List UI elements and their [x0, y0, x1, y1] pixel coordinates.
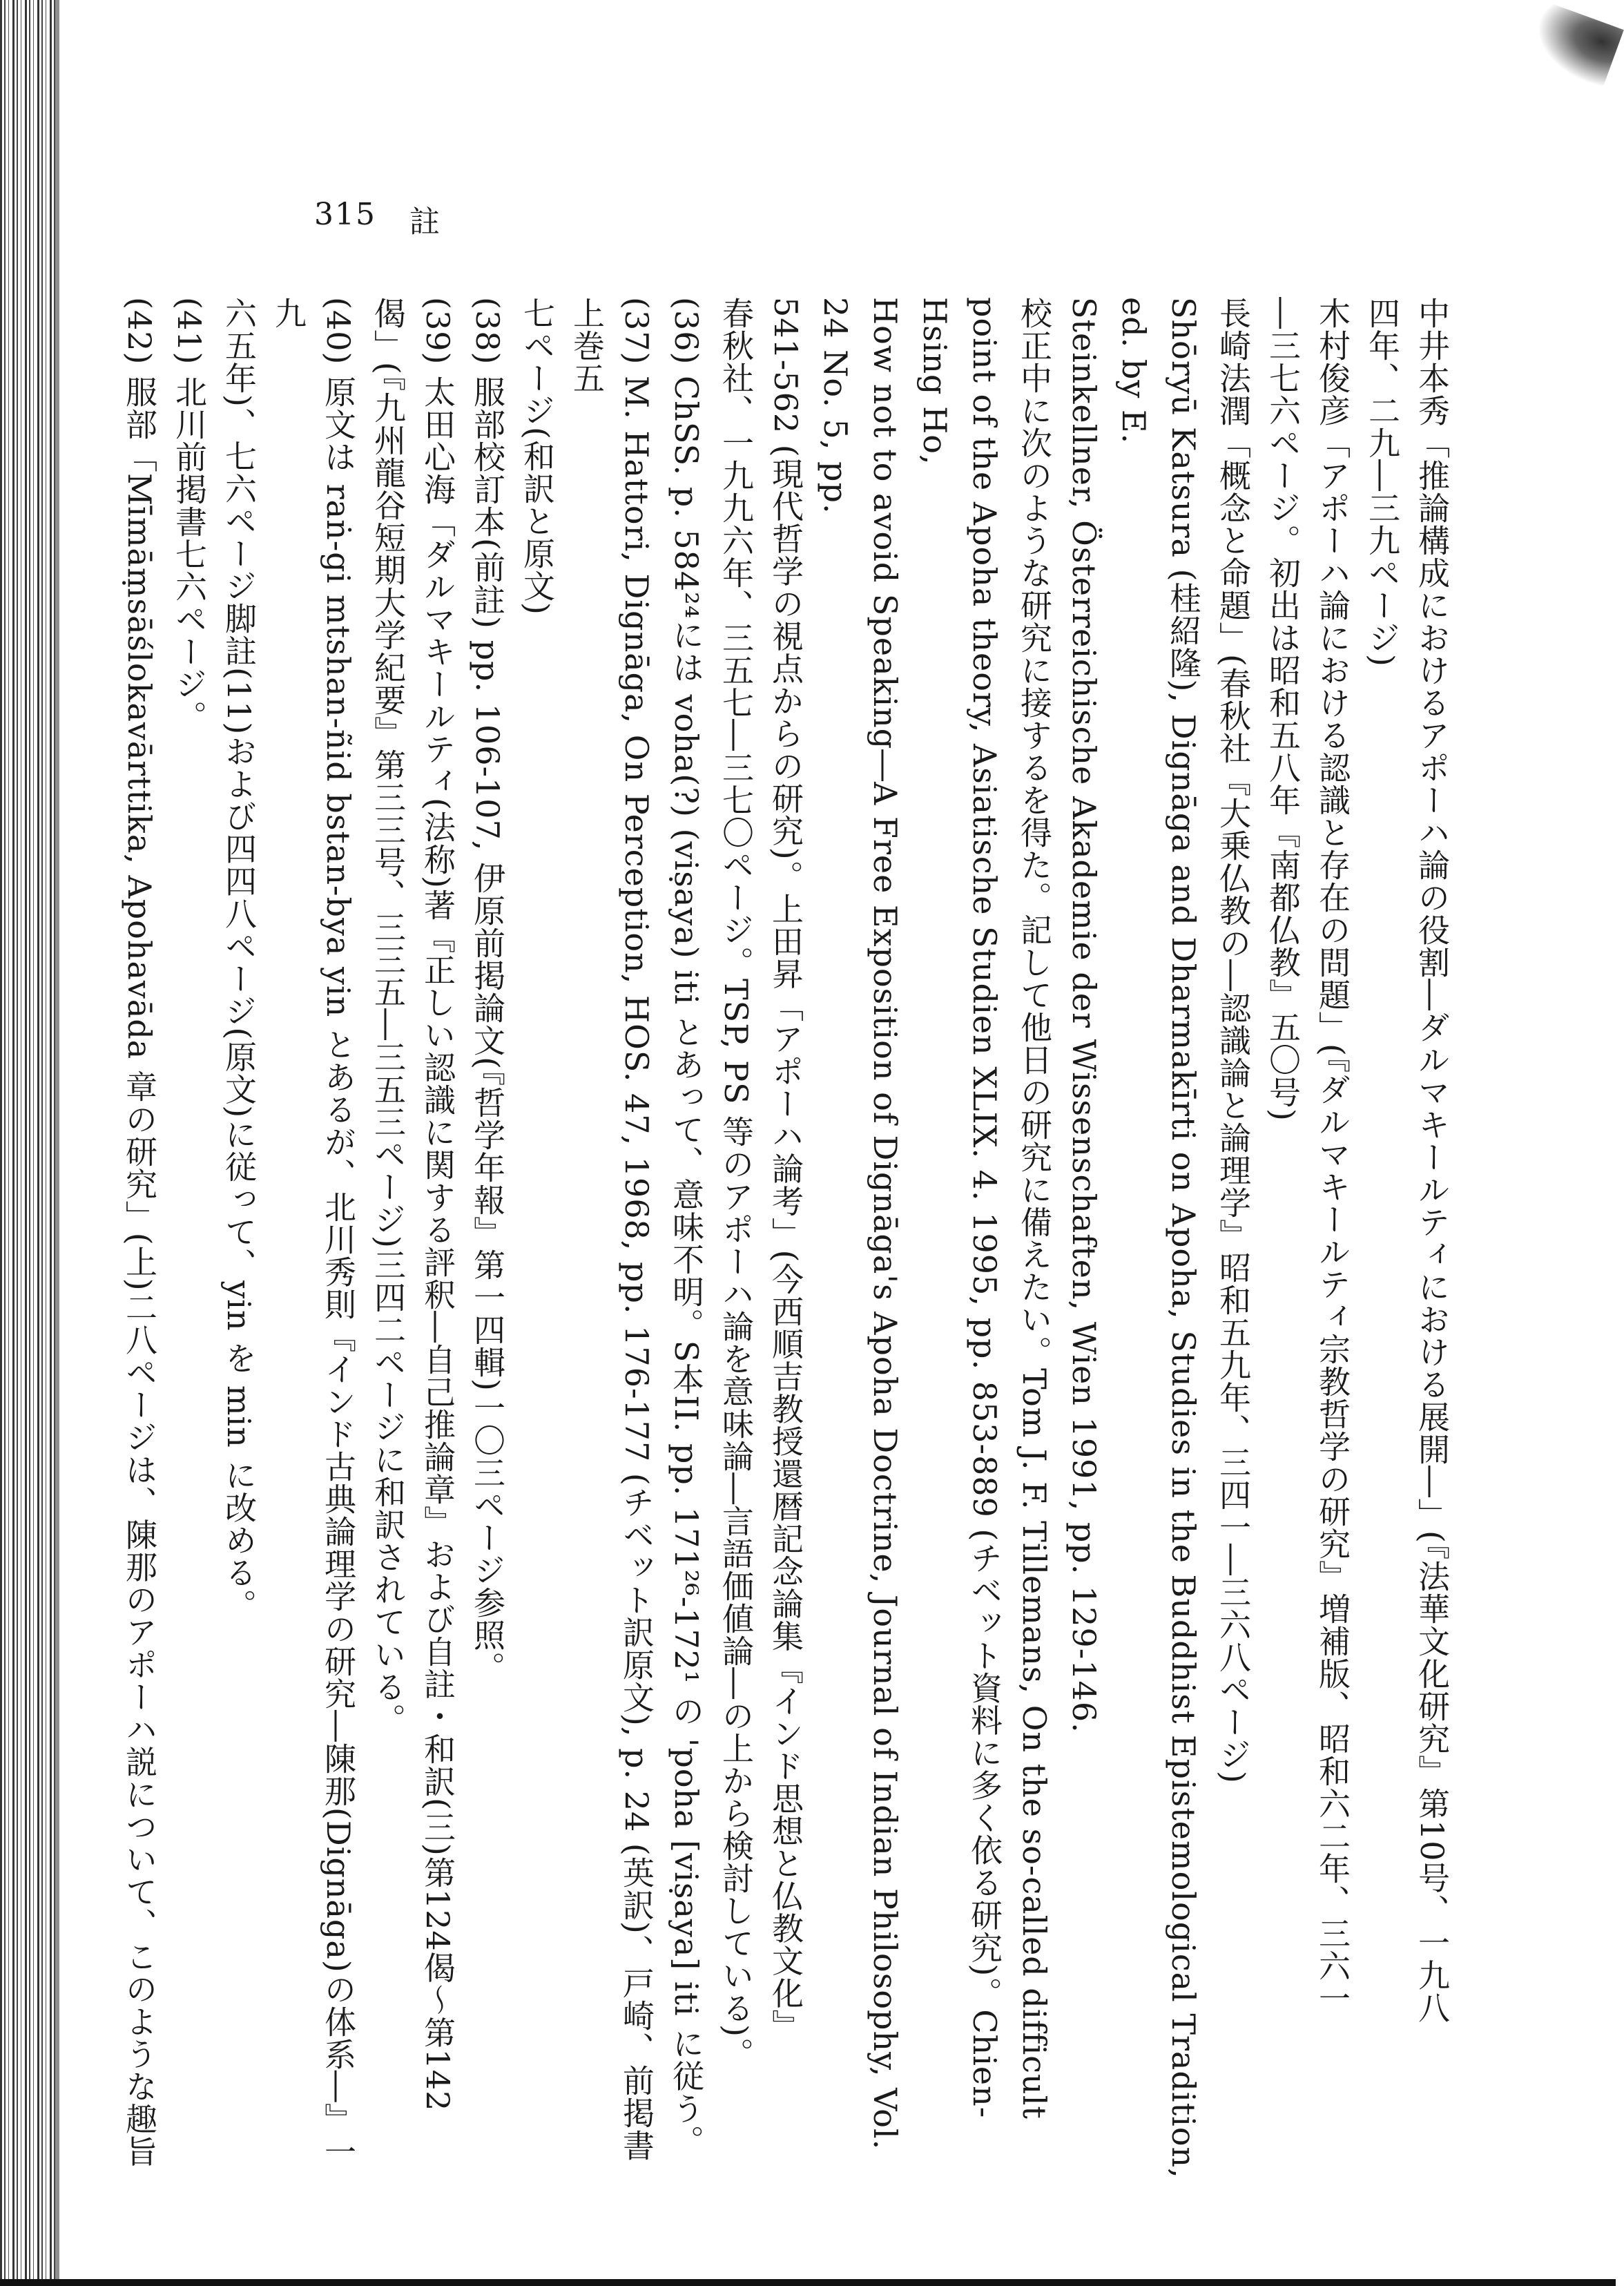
note-42: (42) 服部「Mīmāṃsāślokavārttika, Apohavāda 章の研究」(上)二八ページは、陳那のアポーハ説について、このような趣旨 [121, 297, 158, 2168]
page-number: 315 [314, 197, 376, 232]
section-title: 註 [409, 204, 441, 240]
note-line: 四年、二九―三九ページ) [1364, 297, 1401, 667]
note-line: ―三七六ページ。初出は昭和五八年『南都仏教』五〇号) [1264, 297, 1302, 1122]
note-line: 偈」(『九州龍谷短期大学紀要』第三三号、三三五―三五三ページ)三四二ページに和訳されている。 [369, 297, 407, 1736]
note-40: (40) 原文は raṅ-gi mtshan-ñid bstan-bya yin とあるが、北川秀則『インド古典論理学の研究―陳那(Dignāga)の体系―』一九 [270, 297, 357, 2168]
page-header [314, 197, 441, 241]
note-line: 春秋社、一九九六年、三五七―三七〇ページ。TSP, PS 等のアポーハ論を意味論―言語価値論―の上から検討している)。 [717, 297, 755, 2071]
note-line: Steinkellner, Österreichische Akademie der Wissenschaften, Wien 1991, pp. 129-146. [1065, 297, 1103, 1733]
note-line: point of the Apoha theory, Asiatische Studien XLIX. 4. 1995, pp. 853-889 (チベット資料に多く依る研究)。Chien-Hsing Ho, [916, 297, 1003, 2119]
note-41: (41) 北川前掲書七六ページ。 [171, 297, 208, 733]
note-line: 木村俊彦「アポーハ論における認識と存在の問題」(『ダルマキールティ宗教哲学の研究』増補版、昭和六二年、三六一 [1314, 297, 1351, 2015]
note-line: 六五年)、七六ページ脚註(11)および四四八ページ(原文)に従って、yin を min に改める。 [220, 297, 258, 1622]
note-line: 中井本秀「推論構成におけるアポーハ論の役割―ダルマキールティにおける展開―」(『法華文化研究』第10号、一九八 [1413, 297, 1451, 2024]
note-line: 541-562 (現代哲学の視点からの研究)。上田昇「アポーハ論考」(今西順吉教授還暦記念論集『インド思想と仏教文化』 [767, 297, 804, 2042]
scan-corner-smudge [1525, 1, 1624, 88]
note-36: (36) ChSS. p. 584²⁴には voha(?) (viṣaya) iti とあって、意味不明。S本II. pp. 171²⁶-172¹ の 'poha [viṣaya] iti に従う。 [668, 297, 705, 2158]
notes-body [121, 297, 1457, 2182]
note-line: Shōryū Katsura (桂紹隆), Dignāga and Dharmakīrti on Apoha, Studies in the Buddhist Epistemological Tradition, ed. by E. [1115, 297, 1202, 2179]
note-line: 校正中に次のような研究に接するを得た。記して他日の研究に備えたい。Tom J. F. Tillemans, On the so-called difficult [1016, 297, 1053, 2120]
binding-edge [55, 0, 59, 2286]
binding-shadow [0, 0, 55, 2286]
scan-bottom-edge [0, 2279, 1616, 2286]
note-line: 七ページ(和訳と原文) [519, 297, 556, 615]
note-38: (38) 服部校訂本(前註) pp. 106-107, 伊原前掲論文(『哲学年報』第一四輯)一〇三ページ参照。 [469, 297, 506, 1684]
note-line: 長崎法潤「概念と命題」(春秋社『大乗仏教の―認識論と論理学』昭和五九年、三四一―三六八ページ) [1215, 297, 1252, 1784]
note-line: How not to avoid Speaking―A Free Exposition of Dignāga's Apoha Doctrine, Journal of Indian Philosophy, Vol. 24 No. 5, pp. [817, 297, 904, 2151]
note-39: (39) 太田心海「ダルマキールティ(法称)著『正しい認識に関する評釈―自己推論章』および自註・和訳(三)第124偈〜第142 [419, 297, 456, 2112]
note-37: (37) M. Hattori, Dignāga, On Perception, HOS. 47, 1968, pp. 176-177 (チベット訳原文), p. 24 (英訳)、戸崎、前掲書上巻五 [568, 297, 655, 2162]
